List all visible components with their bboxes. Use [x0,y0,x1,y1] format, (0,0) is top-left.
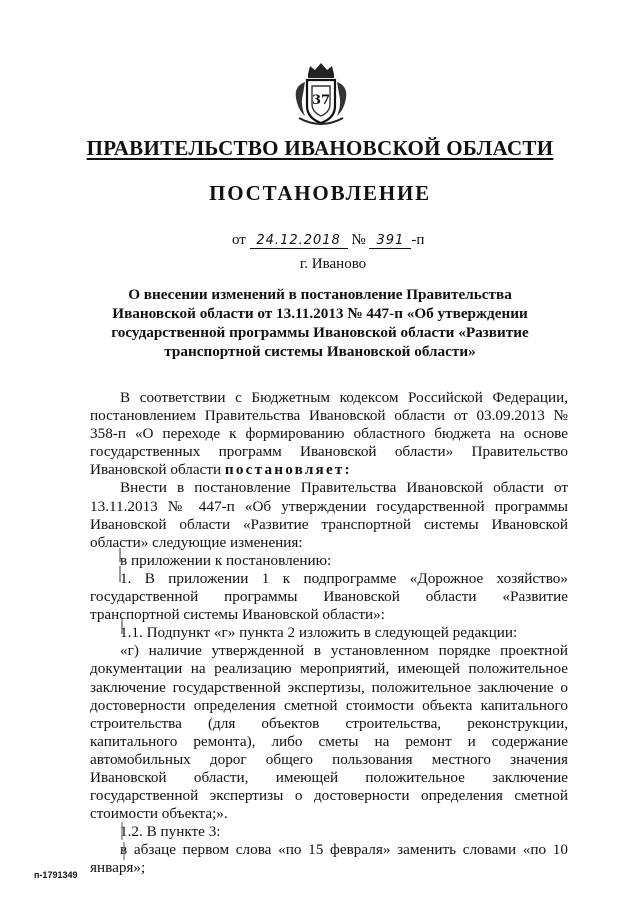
resolves-word: постановляет: [224,461,352,479]
government-title: ПРАВИТЕЛЬСТВО ИВАНОВСКОЙ ОБЛАСТИ [86,136,554,160]
date-prefix: от [232,232,246,248]
paragraph-item-1: 1. В приложении 1 к подпрограмме «Дорожное хозяйство» государственной программы Ивановской области «Развитие транспортной системы Ивановской области»: [90,569,568,624]
paragraph-subitem-g: «г) наличие утвержденной в установленном порядке проектной документации на реализацию мероприятий, имеющей положительное заключение государственной экспертизы, положительное заключение о достоверности определения сметной стоимости объекта капитального строительства (для объектов строительства, реконструкции, капитального ремонта), либо сметы на ремонт и содержание автомобильных дорог общего пользования местного значения Ивановской области, имеющей положительное заключение государственной экспертизы о достоверности определения сметной стоимости объекта;». [90,642,568,823]
paragraph-amend: Внести в постановление Правительства Ивановской области от 13.11.2013 № 447-п «Об утверждении государственной программы Ивановской области «Развитие транспортной системы Ивановской области» следующие изменения: [90,479,568,551]
number-suffix: -п [411,232,425,248]
document-type: ПОСТАНОВЛЕНИЕ [209,181,431,205]
preamble-text: В соответствии с Бюджетным кодексом Российской Федерации, постановлением Правительства Ивановской области от 03.09.2013 № 358-п «О переходе к формированию областного бюджета на основе государственных программ Ивановской области» Правительство Ивановской области [90,389,568,479]
document-code: п-1791349 [34,870,78,880]
document-number: 391 [369,233,411,249]
paragraph-item-1-2-text: в абзаце первом слова «по 15 февраля» заменить словами «по 10 января»; [90,841,568,877]
document-body [90,389,568,878]
date-number-line [232,232,424,249]
coat-of-arms-icon [290,60,352,128]
paragraph-preamble [90,389,568,479]
document-date: 24.12.2018 [250,233,348,249]
document-subject: О внесении изменений в постановление Правительства Ивановской области от 13.11.2013 № 447-п «Об утверждении государственной программы Ивановской области «Развитие транспортной системы Ивановской области» [111,286,529,360]
svg-text:37: 37 [311,93,331,108]
paragraph-item-1-2: 1.2. В пункте 3: [120,823,221,841]
number-sign: № [351,232,366,248]
paragraph-appendix: в приложении к постановлению: [120,551,332,569]
city: г. Иваново [299,256,367,272]
paragraph-item-1-1: 1.1. Подпункт «г» пункта 2 изложить в следующей редакции: [120,624,518,642]
